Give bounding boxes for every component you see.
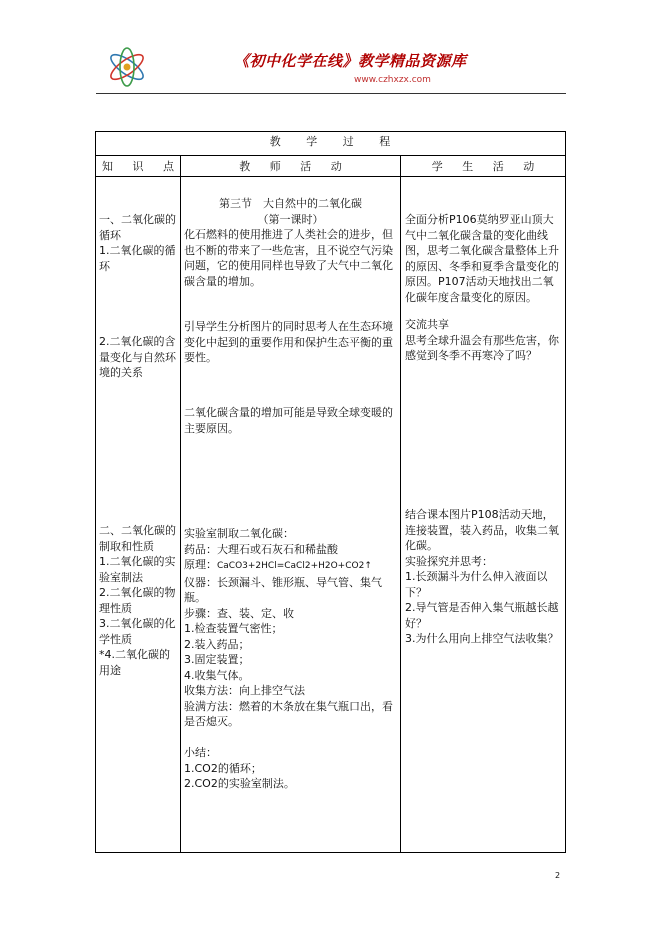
apparatus: 仪器：长颈漏斗、锥形瓶、导气管、集气瓶。 bbox=[184, 575, 382, 604]
student-activity-1 bbox=[405, 212, 563, 305]
teacher-activity-2 bbox=[184, 319, 397, 366]
page-number: 2 bbox=[555, 871, 561, 880]
principle-label: 原理： bbox=[184, 558, 217, 571]
knowledge-item: 1.二氧化碳的实验室制法 bbox=[99, 555, 176, 584]
exchange-title: 交流共享 bbox=[405, 318, 449, 331]
student-paragraph: 全面分析P106莫纳罗亚山顶大气中二氧化碳含量的变化曲线图，思考二氧化碳含量整体上升的原因、冬季和夏季含量变化的原因。P107活动天地找出二氧化碳年度含量变化的原因。 bbox=[405, 213, 559, 304]
atom-icon bbox=[104, 44, 150, 90]
student-paragraph: 结合课本图片P108活动天地，连接装置，装入药品，收集二氧化碳。 bbox=[405, 508, 559, 552]
teacher-lab-section bbox=[184, 526, 397, 792]
teacher-paragraph: 二氧化碳含量的增加可能是导致全球变暖的主要原因。 bbox=[184, 406, 393, 435]
steps-title: 步骤：查、装、定、收 bbox=[184, 606, 294, 620]
summary-title: 小结： bbox=[184, 746, 217, 759]
knowledge-item: 3.二氧化碳的化学性质 bbox=[99, 617, 176, 646]
lesson-label: （第一课时） bbox=[257, 212, 324, 226]
test-method: 验满方法：燃着的木条放在集气瓶口出，看是否熄灭。 bbox=[184, 699, 393, 728]
column-divider bbox=[180, 156, 181, 852]
column-divider bbox=[400, 156, 401, 852]
section-heading: 一、二氧化碳的循环 bbox=[99, 213, 176, 242]
table-divider bbox=[95, 176, 566, 177]
student-activity-3 bbox=[405, 507, 563, 647]
chemical-equation: CaCO3+2HCl=CaCl2+H2O+CO2↑ bbox=[217, 561, 372, 571]
question-item: 1.长颈漏斗为什么伸入液面以下？ bbox=[405, 570, 548, 599]
section-heading: 二、二氧化碳的制取和性质 bbox=[99, 524, 176, 553]
teacher-paragraph: 引导学生分析图片的同时思考人在生态环境变化中起到的重要作用和保护生态平衡的重要性。 bbox=[184, 320, 393, 364]
knowledge-item bbox=[99, 334, 177, 381]
summary-item: 1.CO2的循环； bbox=[184, 761, 262, 775]
student-activity-2 bbox=[405, 317, 563, 364]
site-url: www.czhxzx.com bbox=[354, 75, 431, 85]
knowledge-item: 1.二氧化碳的循环 bbox=[99, 244, 176, 273]
question-item: 3.为什么用向上排空气法收集？ bbox=[405, 632, 559, 645]
table-divider bbox=[95, 155, 566, 156]
step-item: 1.检查装置气密性； bbox=[184, 622, 283, 635]
knowledge-section-2 bbox=[99, 523, 177, 678]
column-header-student: 学 生 活 动 bbox=[431, 160, 535, 173]
principle bbox=[184, 557, 397, 575]
teacher-paragraph: 化石燃料的使用推进了人类社会的进步，但也不断的带来了一些危害，且不说空气污染问题，它的使用同样也导致了大气中二氧化碳含量的增加。 bbox=[184, 228, 393, 288]
question-item: 2.导气管是否伸入集气瓶越长越好？ bbox=[405, 601, 559, 630]
reagents: 药品：大理石或石灰石和稀盐酸 bbox=[184, 542, 338, 556]
knowledge-item: *4.二氧化碳的用途 bbox=[99, 648, 170, 677]
step-item: 3.固定装置； bbox=[184, 653, 250, 666]
teacher-activity-1 bbox=[184, 196, 397, 289]
knowledge-item-text: 2.二氧化碳的含量变化与自然环境的关系 bbox=[99, 335, 176, 379]
collect-method: 收集方法：向上排空气法 bbox=[184, 684, 305, 697]
header-rule bbox=[96, 93, 566, 94]
section-title: 第三节 大自然中的二氧化碳 bbox=[219, 197, 362, 210]
summary-item: 2.CO2的实验室制法。 bbox=[184, 777, 295, 790]
step-item: 4.收集气体。 bbox=[184, 668, 250, 682]
lab-title: 实验室制取二氧化碳： bbox=[184, 527, 294, 540]
step-item: 2.装入药品； bbox=[184, 637, 250, 651]
teacher-activity-3 bbox=[184, 405, 397, 436]
knowledge-item: 2.二氧化碳的物理性质 bbox=[99, 586, 176, 615]
student-paragraph: 思考全球升温会有那些危害，你感觉到冬季不再寒冷了吗？ bbox=[405, 333, 559, 362]
page-header bbox=[96, 40, 566, 95]
knowledge-section-1 bbox=[99, 212, 177, 274]
column-header-knowledge: 知 识 点 bbox=[102, 160, 174, 173]
spacer bbox=[184, 730, 397, 746]
site-title: 《初中化学在线》教学精品资源库 bbox=[234, 52, 467, 70]
inquiry-title: 实验探究并思考： bbox=[405, 554, 493, 568]
table-title: 教 学 过 程 bbox=[269, 135, 392, 148]
column-header-teacher: 教 师 活 动 bbox=[239, 160, 342, 173]
